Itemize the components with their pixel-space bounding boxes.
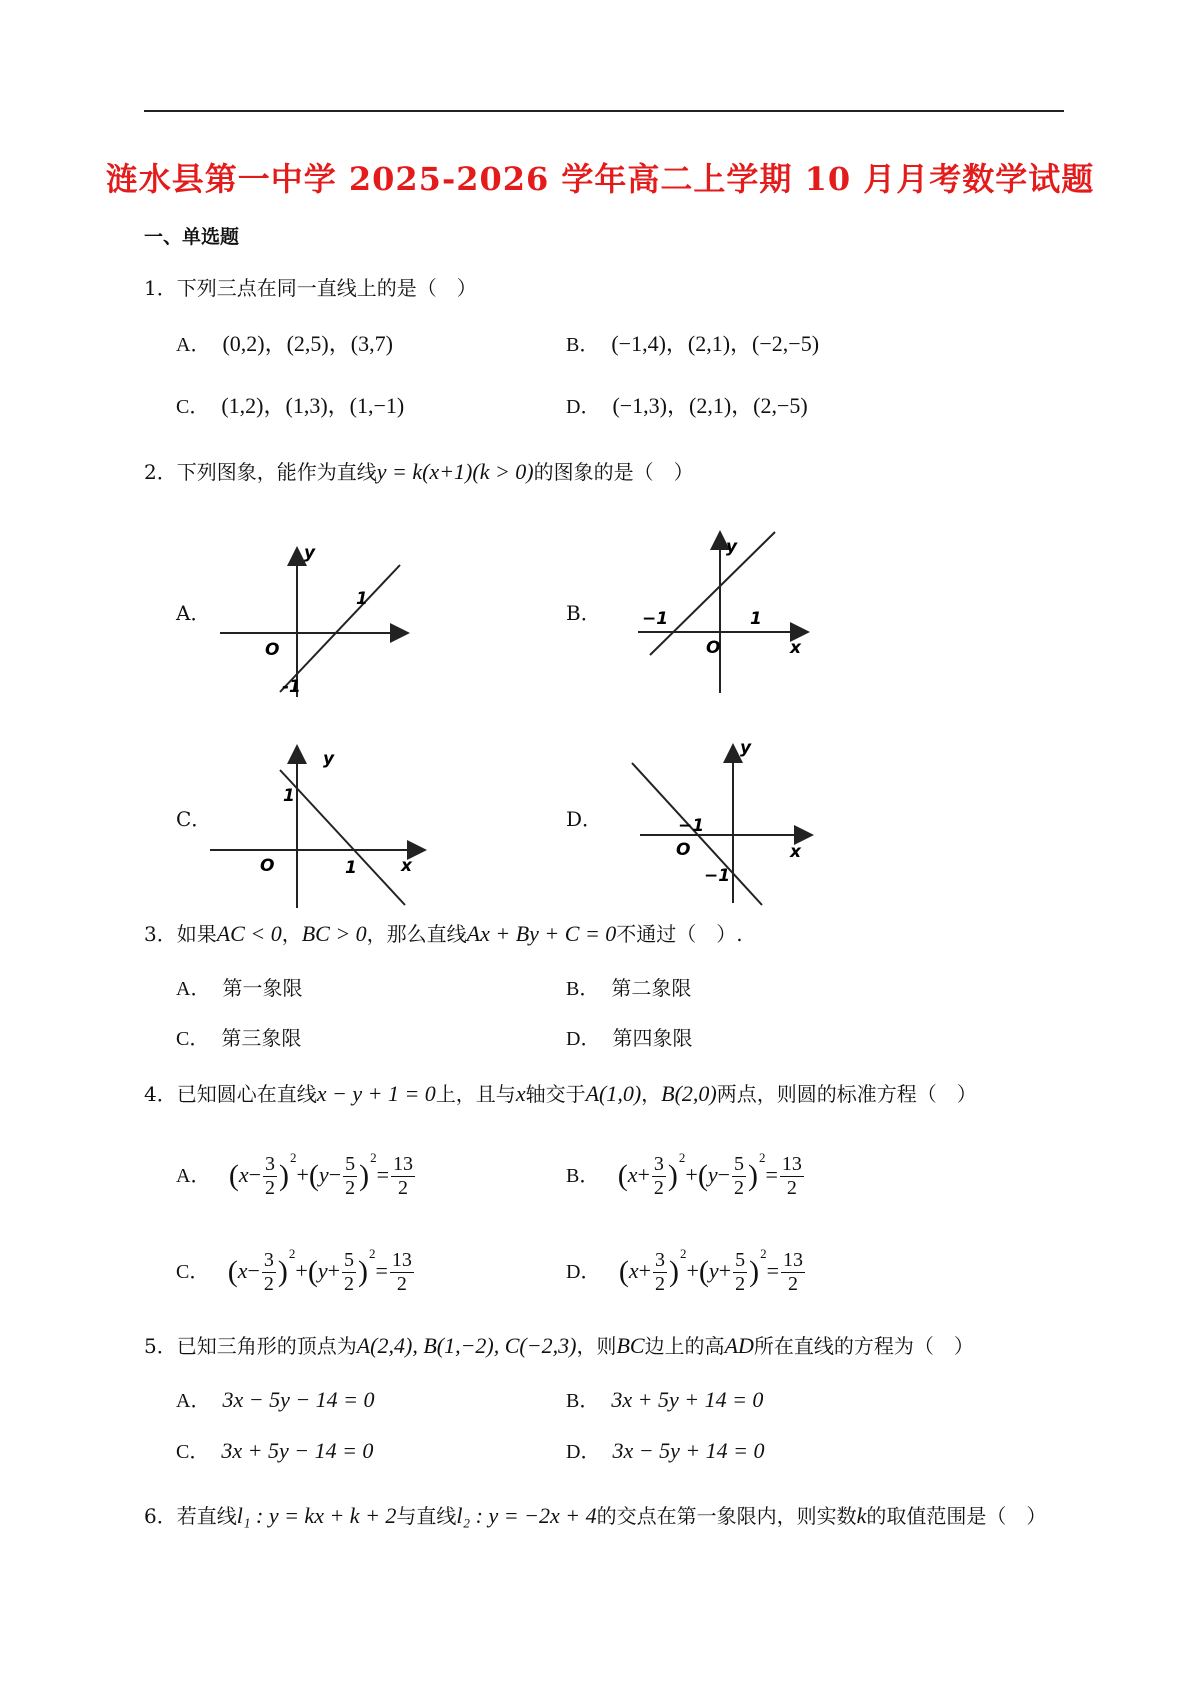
question-2-option-d-label: D．: [566, 807, 603, 831]
option-label: A．: [176, 1165, 211, 1187]
stem-text: ，则: [576, 1334, 617, 1358]
question-1-option-c: [176, 389, 404, 420]
option-text: 第四象限: [612, 1026, 693, 1050]
question-5-option-b: [566, 1384, 763, 1413]
question-4-option-d: D． (x+ $\frac{3}{2}$ )$^2$+(y+ $\frac{5}{2}$ )$^2$= $\frac{13}{2}$: [566, 1246, 804, 1296]
line-equation: Ax + By + C = 0: [466, 921, 617, 946]
tick-label: 1: [345, 858, 357, 878]
option-text: (1,2)，(1,3)，(1,−1): [221, 393, 405, 418]
section-heading: 一、单选题: [144, 226, 240, 248]
graph-c: [205, 740, 430, 914]
question-3-option-b: [566, 972, 691, 1001]
graph-b: [620, 528, 820, 702]
graph-a: [210, 540, 420, 704]
question-1-option-a: [176, 327, 393, 358]
stem-text: 4．已知圆心在直线: [144, 1082, 317, 1106]
stem-text: 所在直线的方程为（ ）: [753, 1334, 974, 1358]
x-label: x: [401, 856, 412, 876]
condition: AC < 0: [216, 921, 282, 946]
option-label: D．: [566, 396, 601, 418]
question-5-option-d: [566, 1435, 765, 1464]
y-label: y: [323, 749, 335, 769]
question-2-option-b-label: B．: [566, 601, 601, 625]
question-5-stem: [144, 1330, 974, 1359]
option-label: C．: [176, 1261, 210, 1283]
question-2-option-a-label: A．: [176, 601, 211, 625]
option-label: D．: [566, 1441, 601, 1463]
stem-text: 的图象的是（ ）: [533, 460, 694, 484]
line-l2: l₂ : y = −2x + 4: [456, 1503, 597, 1528]
stem-text: ，: [641, 1082, 662, 1106]
stem-text: 边上的高: [644, 1334, 725, 1358]
vertices: A(2,4), B(1,−2), C(−2,3): [356, 1333, 577, 1358]
graph-line: [280, 770, 405, 905]
option-label: A．: [176, 334, 211, 356]
point-a: A(1,0): [585, 1081, 642, 1106]
stem-text: 的交点在第一象限内，则实数: [596, 1504, 857, 1528]
y-label: y: [304, 543, 316, 563]
stem-text: 轴交于: [525, 1082, 586, 1106]
option-label: A．: [176, 978, 211, 1000]
question-2-option-c-label: C．: [176, 807, 212, 831]
origin-label: O: [260, 856, 275, 876]
header-rule: [144, 110, 1064, 112]
stem-text: 与直线: [396, 1504, 457, 1528]
question-5-option-c: [176, 1435, 373, 1464]
y-label: y: [726, 537, 738, 557]
option-label: B．: [566, 334, 600, 356]
option-label: B．: [566, 978, 600, 1000]
question-1-option-d: [566, 389, 808, 420]
tick-label: -1: [282, 677, 301, 697]
option-label: C．: [176, 1028, 210, 1050]
x-label: x: [790, 638, 801, 658]
origin-label: O: [676, 840, 691, 860]
formula: y = k(x+1)(k > 0): [376, 459, 534, 484]
origin-label: O: [265, 640, 280, 660]
question-2-stem: [144, 456, 694, 485]
stem-text: 不通过（ ）.: [616, 922, 743, 946]
question-1-option-b: [566, 327, 819, 358]
option-label: D．: [566, 1261, 601, 1283]
option-text: 第一象限: [222, 976, 303, 1000]
origin-label: O: [706, 638, 721, 658]
question-1-stem: 1．下列三点在同一直线上的是（ ）: [144, 276, 477, 300]
tick-label: 1: [750, 609, 762, 629]
stem-text: 两点，则圆的标准方程（ ）: [716, 1082, 977, 1106]
question-6-stem: [144, 1500, 1046, 1529]
stem-text: 的取值范围是（ ）: [866, 1504, 1047, 1528]
y-label: y: [740, 738, 752, 758]
stem-text: 6．若直线: [144, 1504, 237, 1528]
line-equation: x − y + 1 = 0: [316, 1081, 436, 1106]
option-label: C．: [176, 396, 210, 418]
question-3-option-a: [176, 972, 302, 1001]
option-label: B．: [566, 1165, 600, 1187]
segment-ad: AD: [724, 1333, 754, 1358]
x-label: x: [790, 842, 801, 862]
option-text: (−1,3)，(2,1)，(2,−5): [612, 393, 808, 418]
stem-text: 2．下列图象，能作为直线: [144, 460, 377, 484]
tick-label: 1: [356, 589, 368, 609]
option-text: 3x + 5y − 14 = 0: [221, 1438, 374, 1463]
axis-name: x: [515, 1081, 526, 1106]
option-text: 第三象限: [221, 1026, 302, 1050]
option-label: C．: [176, 1441, 210, 1463]
stem-text: ，: [281, 922, 302, 946]
question-4-option-c: C． (x− $\frac{3}{2}$ )$^2$+(y+ $\frac{5}{2}$ )$^2$= $\frac{13}{2}$: [176, 1246, 412, 1296]
option-label: D．: [566, 1028, 601, 1050]
graph-d: [620, 735, 820, 914]
option-label: A．: [176, 1390, 211, 1412]
line-l1: l₁ : y = kx + k + 2: [236, 1503, 397, 1528]
option-label: B．: [566, 1390, 600, 1412]
question-5-option-a: [176, 1384, 375, 1413]
tick-label: −1: [704, 866, 731, 886]
option-text: (0,2)，(2,5)，(3,7): [222, 331, 393, 356]
option-text: (−1,4)，(2,1)，(−2,−5): [611, 331, 820, 356]
exam-title: 涟水县第一中学 2025-2026 学年高二上学期 10 月月考数学试题: [105, 160, 1095, 198]
stem-text: ，那么直线: [366, 922, 467, 946]
segment-bc: BC: [616, 1333, 645, 1358]
stem-text: 上，且与: [435, 1082, 516, 1106]
option-text: 3x + 5y + 14 = 0: [611, 1387, 764, 1412]
question-3-stem: [144, 918, 743, 947]
stem-text: 5．已知三角形的顶点为: [144, 1334, 357, 1358]
question-4-option-a: A． (x− $\frac{3}{2}$ )$^2$+(y− $\frac{5}{2}$ )$^2$= $\frac{13}{2}$: [176, 1150, 414, 1200]
point-b: B(2,0): [661, 1081, 717, 1106]
tick-label: −1: [678, 816, 705, 836]
graph-line: [650, 532, 775, 655]
question-3-option-c: [176, 1022, 301, 1051]
tick-label: 1: [283, 786, 295, 806]
variable-k: k: [856, 1503, 867, 1528]
option-text: 第二象限: [611, 976, 692, 1000]
stem-text: 3．如果: [144, 922, 217, 946]
condition: BC > 0: [301, 921, 367, 946]
option-text: 3x − 5y + 14 = 0: [612, 1438, 765, 1463]
option-text: 3x − 5y − 14 = 0: [222, 1387, 375, 1412]
question-3-option-d: [566, 1022, 692, 1051]
tick-label: −1: [642, 609, 669, 629]
question-4-option-b: B． (x+ $\frac{3}{2}$ )$^2$+(y− $\frac{5}{2}$ )$^2$= $\frac{13}{2}$: [566, 1150, 802, 1200]
question-4-stem: [144, 1078, 977, 1107]
